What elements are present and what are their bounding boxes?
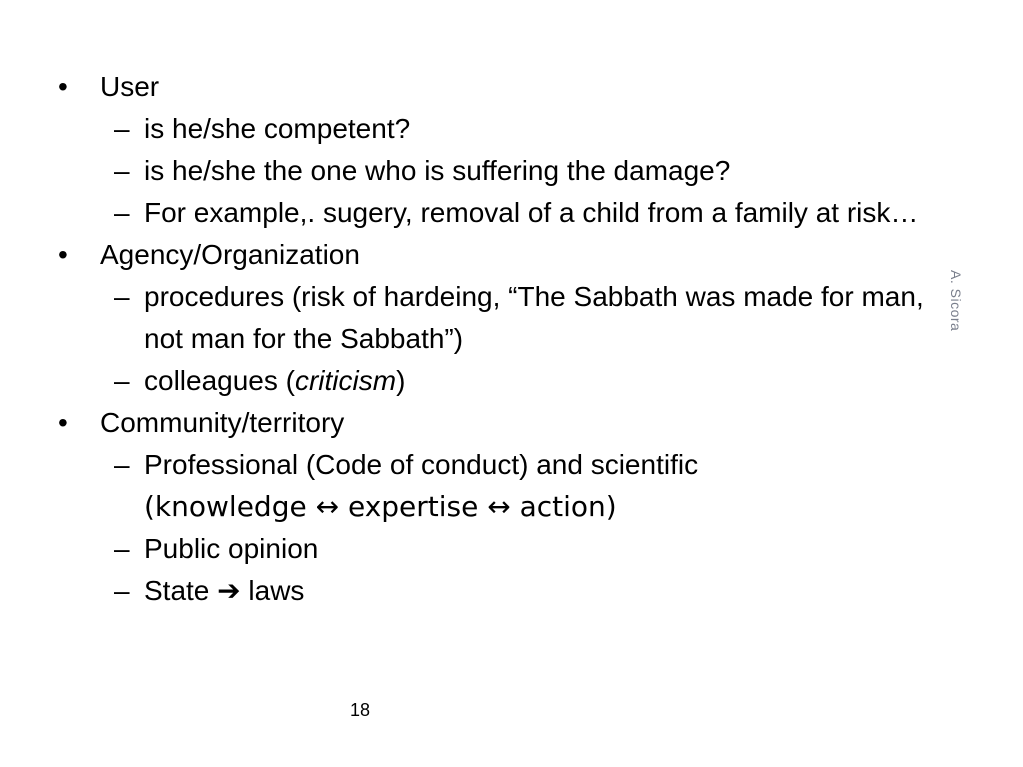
bullet-list	[58, 66, 938, 612]
list-item-community	[58, 402, 938, 444]
sub-item-text: procedures (risk of hardeing, “The Sabbath was made for man, not man for the Sabbath”)	[144, 281, 924, 354]
sub-item-text: is he/she the one who is suffering the damage?	[144, 155, 731, 186]
sub-item-text-after: laws	[240, 575, 305, 606]
sub-item	[58, 276, 938, 360]
dash-marker: –	[114, 155, 130, 186]
bullet-marker: •	[58, 71, 68, 102]
bullet-marker: •	[58, 407, 68, 438]
list-item-agency	[58, 234, 938, 276]
sub-item	[58, 150, 938, 192]
sub-item-text-italic: criticism	[294, 365, 397, 396]
sub-item-text: (knowledge ↔ expertise ↔ action)	[144, 490, 617, 523]
sub-item	[58, 192, 938, 234]
sub-item-text-before: colleagues (	[144, 365, 295, 396]
dash-marker: –	[114, 449, 130, 480]
list-item-user	[58, 66, 938, 108]
sub-item-text: Professional (Code of conduct) and scientific	[144, 449, 699, 480]
list-item-label: User	[100, 71, 160, 102]
sub-item	[58, 108, 938, 150]
sub-item	[58, 444, 938, 528]
sub-item-text: For example,. sugery, removal of a child from a family at risk…	[144, 197, 919, 228]
author-label: A. Sicora	[948, 270, 964, 332]
dash-marker: –	[114, 575, 130, 606]
arrow-right-icon: ➔	[217, 574, 241, 607]
list-item-label: Community/territory	[100, 407, 345, 438]
dash-marker: –	[114, 365, 130, 396]
sub-item-text-before: State	[144, 575, 218, 606]
sub-item-text-after: )	[396, 365, 406, 396]
dash-marker: –	[114, 533, 130, 564]
sub-item-text: is he/she competent?	[144, 113, 411, 144]
sub-item	[58, 528, 938, 570]
list-item-label: Agency/Organization	[100, 239, 360, 270]
dash-marker: –	[114, 281, 130, 312]
dash-marker: –	[114, 113, 130, 144]
sub-item	[58, 360, 938, 402]
dash-marker: –	[114, 197, 130, 228]
sub-item-text: Public opinion	[144, 533, 319, 564]
bullet-marker: •	[58, 239, 68, 270]
sub-item	[58, 570, 938, 612]
page-number: 18	[350, 700, 371, 720]
